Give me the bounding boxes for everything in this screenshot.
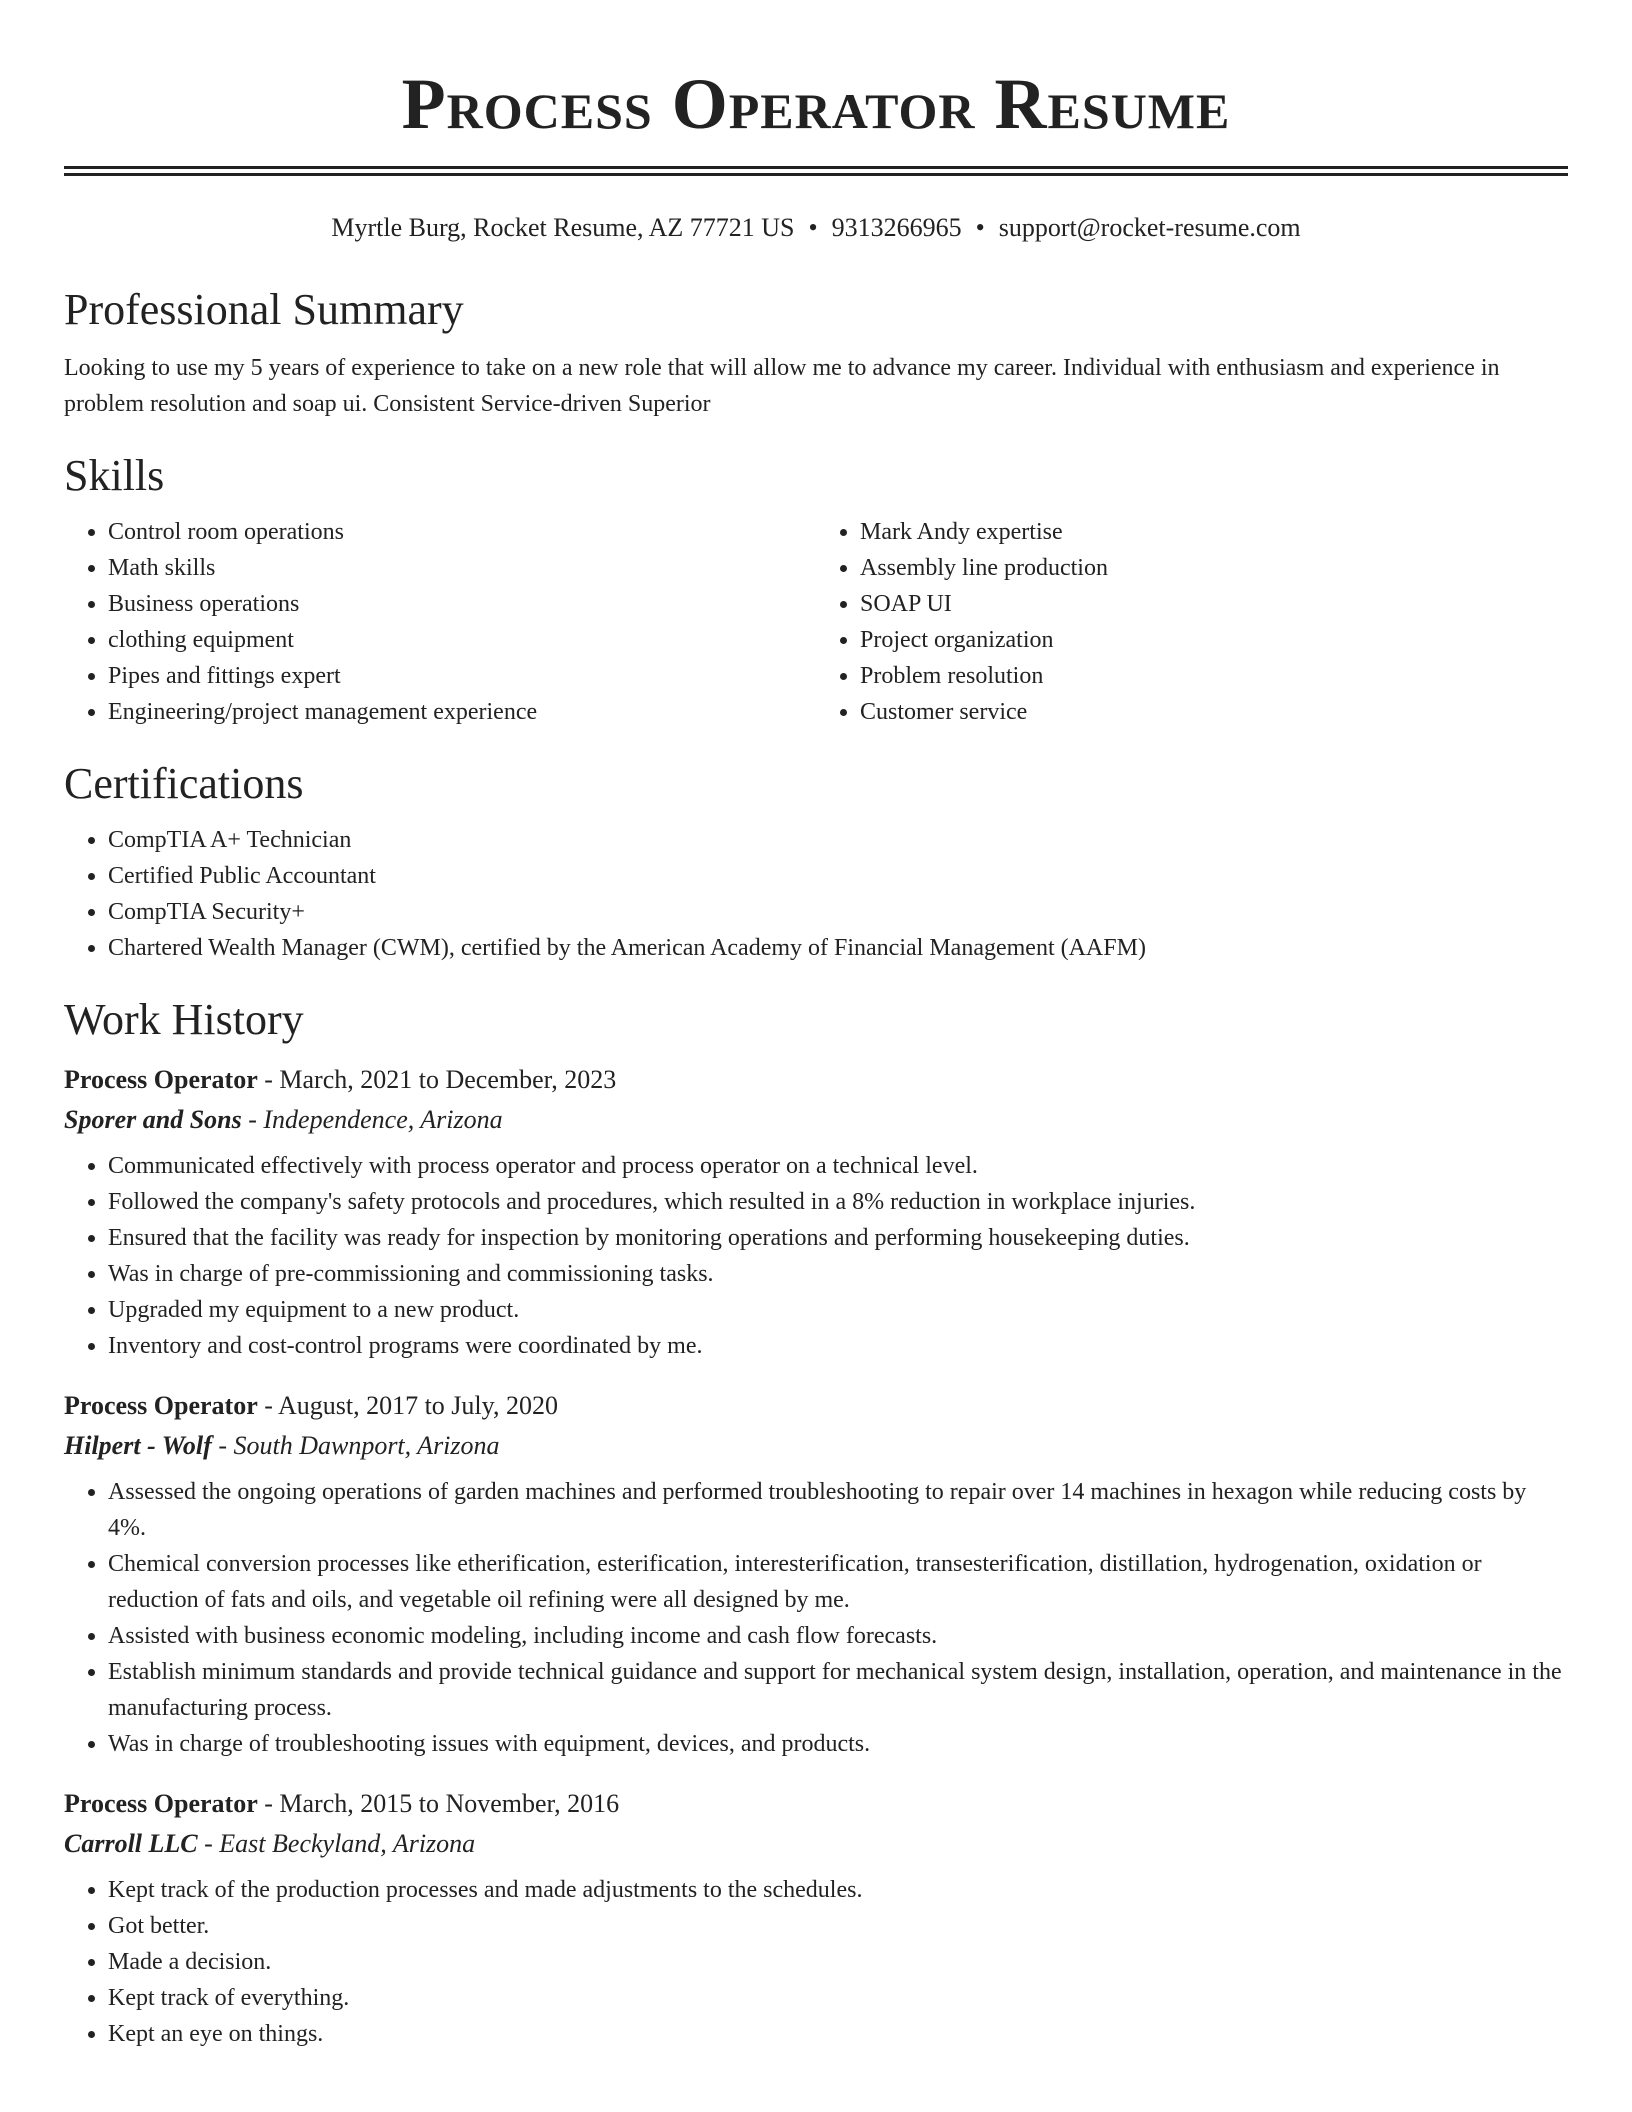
job-company: Carroll LLC — [64, 1829, 198, 1858]
job-bullets — [64, 1872, 1568, 2052]
job-location: - Independence, Arizona — [241, 1105, 503, 1134]
job-company-line — [64, 1426, 1568, 1466]
job-bullet: • Ensured that the facility was ready for inspection by monitoring operations and performing housekeeping duties. — [108, 1220, 1568, 1256]
job-location: - East Beckyland, Arizona — [197, 1829, 476, 1858]
job-entry — [64, 1386, 1568, 1762]
job-title-line — [64, 1060, 1568, 1100]
skill-item: • Engineering/project management experience — [108, 694, 816, 730]
skill-item: • Control room operations — [108, 514, 816, 550]
job-bullet: • Chemical conversion processes like etherification, esterification, interesterification, transesterification, distillation, hydrogenation, oxidation or reduction of fats and oils, and vegetable oil refining were all designed by me. — [108, 1546, 1568, 1618]
job-bullet: • Followed the company's safety protocols and procedures, which resulted in a 8% reduction in workplace injuries. — [108, 1184, 1568, 1220]
contact-line — [64, 212, 1568, 244]
certification-item: • Chartered Wealth Manager (CWM), certified by the American Academy of Financial Management (AAFM) — [108, 930, 1568, 966]
skills-left-list — [64, 514, 816, 730]
skill-item: • Math skills — [108, 550, 816, 586]
certifications-heading: Certifications — [64, 759, 304, 808]
job-entry — [64, 1060, 1568, 1364]
job-dates: - March, 2015 to November, 2016 — [257, 1789, 620, 1818]
job-bullet: • Upgraded my equipment to a new product. — [108, 1292, 1568, 1328]
job-bullet: • Kept an eye on things. — [108, 2016, 1568, 2052]
job-title: Process Operator — [64, 1391, 258, 1420]
job-bullet: • Assisted with business economic modeling, including income and cash flow forecasts. — [108, 1618, 1568, 1654]
certification-item: • Certified Public Accountant — [108, 858, 1568, 894]
job-dates: - March, 2021 to December, 2023 — [257, 1065, 617, 1094]
job-bullet: • Got better. — [108, 1908, 1568, 1944]
job-bullet: • Was in charge of troubleshooting issues with equipment, devices, and products. — [108, 1726, 1568, 1762]
skill-item: • Business operations — [108, 586, 816, 622]
job-bullet: • Kept track of everything. — [108, 1980, 1568, 2016]
skills-heading: Skills — [64, 451, 165, 500]
job-company-line — [64, 1824, 1568, 1864]
job-title: Process Operator — [64, 1789, 258, 1818]
resume-page — [64, 0, 1568, 2070]
job-bullet: • Inventory and cost-control programs were coordinated by me. — [108, 1328, 1568, 1364]
job-bullet: • Made a decision. — [108, 1944, 1568, 1980]
job-bullet: • Assessed the ongoing operations of garden machines and performed troubleshooting to repair over 14 machines in hexagon while reducing costs by 4%. — [108, 1474, 1568, 1546]
certifications-list — [64, 822, 1568, 966]
skill-item: • Assembly line production — [860, 550, 1568, 586]
skill-item: • Mark Andy expertise — [860, 514, 1568, 550]
certification-item: • CompTIA A+ Technician — [108, 822, 1568, 858]
job-location: - South Dawnport, Arizona — [211, 1431, 500, 1460]
skill-item: • Project organization — [860, 622, 1568, 658]
resume-title: Process Operator Resume — [401, 64, 1231, 144]
job-dates: - August, 2017 to July, 2020 — [257, 1391, 558, 1420]
skill-item: • Pipes and fittings expert — [108, 658, 816, 694]
job-title-line — [64, 1386, 1568, 1426]
job-bullet: • Was in charge of pre-commissioning and commissioning tasks. — [108, 1256, 1568, 1292]
skills-columns — [64, 514, 1568, 730]
job-company: Sporer and Sons — [64, 1105, 242, 1134]
title-divider — [64, 166, 1568, 176]
job-bullet: • Establish minimum standards and provide technical guidance and support for mechanical system design, installation, operation, and maintenance in the manufacturing process. — [108, 1654, 1568, 1726]
job-bullets — [64, 1148, 1568, 1364]
skill-item: • clothing equipment — [108, 622, 816, 658]
contact-separator: • — [975, 213, 985, 242]
skill-item: • Problem resolution — [860, 658, 1568, 694]
skills-right-list — [816, 514, 1568, 730]
skill-item: • Customer service — [860, 694, 1568, 730]
contact-address: Myrtle Burg, Rocket Resume, AZ 77721 US — [331, 213, 795, 242]
summary-text: Looking to use my 5 years of experience to take on a new role that will allow me to advance my career. Individual with enthusiasm and experience in problem resolution and soap ui. Consistent Service-driven Superior — [64, 355, 1500, 417]
job-company-line — [64, 1100, 1568, 1140]
contact-separator: • — [808, 213, 818, 242]
contact-phone: 9313266965 — [831, 213, 962, 242]
summary-heading: Professional Summary — [64, 285, 464, 334]
job-bullet: • Kept track of the production processes and made adjustments to the schedules. — [108, 1872, 1568, 1908]
job-bullets — [64, 1474, 1568, 1762]
work-history-heading: Work History — [64, 995, 304, 1044]
job-title: Process Operator — [64, 1065, 258, 1094]
job-company: Hilpert - Wolf — [64, 1431, 212, 1460]
job-entry — [64, 1784, 1568, 2052]
certification-item: • CompTIA Security+ — [108, 894, 1568, 930]
skill-item: • SOAP UI — [860, 586, 1568, 622]
job-bullet: • Communicated effectively with process operator and process operator on a technical level. — [108, 1148, 1568, 1184]
contact-email[interactable]: support@rocket-resume.com — [998, 213, 1301, 242]
job-title-line — [64, 1784, 1568, 1824]
